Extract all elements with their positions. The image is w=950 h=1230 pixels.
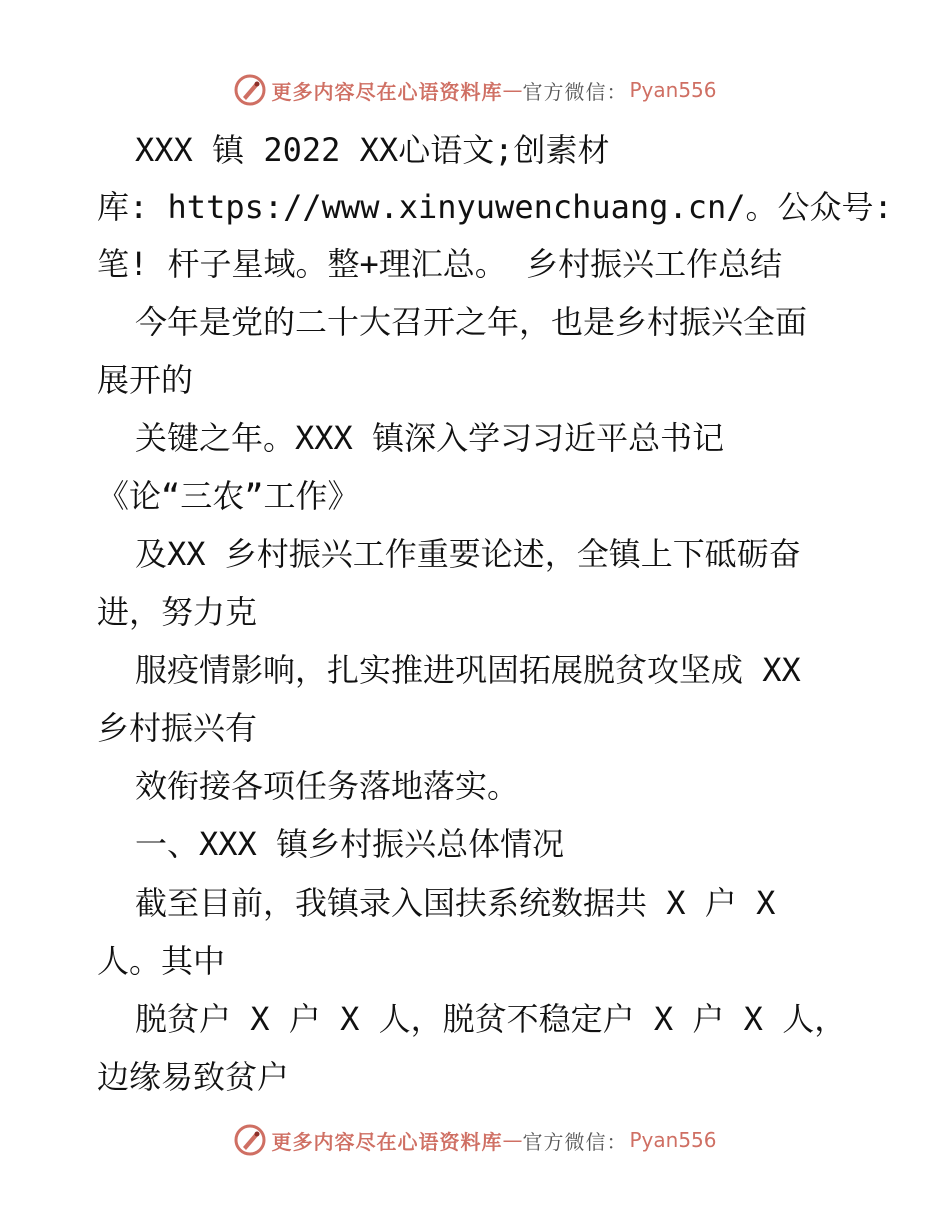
text-line: 进，努力克: [97, 593, 258, 631]
text-line: 服疫情影响，扎实推进巩固拓展脱贫攻坚成 XX: [135, 651, 801, 689]
banner-wechat-id: Pyan556: [629, 78, 717, 102]
banner-main-text: 更多内容尽在心语资料库: [271, 79, 503, 104]
section-heading: 一、XXX 镇乡村振兴总体情况: [135, 825, 565, 863]
text-line: 截至目前，我镇录入国扶系统数据共 X 户 X: [135, 884, 776, 922]
text-line: 边缘易致贫户: [97, 1058, 290, 1096]
text-line: 效衔接各项任务落地落实。: [135, 767, 520, 805]
text-line: 脱贫户 X 户 X 人，脱贫不稳定户 X 户 X 人，: [135, 1000, 847, 1038]
text-line: 展开的: [97, 361, 194, 399]
brand-logo-icon: [233, 73, 267, 107]
banner-main-text: 更多内容尽在心语资料库: [271, 1129, 503, 1154]
text-line: 今年是党的二十大召开之年，也是乡村振兴全面: [135, 303, 808, 341]
banner-dash: —: [502, 1128, 523, 1152]
banner-sub-text: 官方微信：: [522, 1129, 628, 1154]
banner-wechat-id: Pyan556: [629, 1128, 717, 1152]
text-line: 笔! 杆子星域。整+理汇总。 乡村振兴工作总结: [97, 245, 783, 283]
text-line: 关键之年。XXX 镇深入学习习近平总书记: [135, 419, 725, 457]
text-line: 及XX 乡村振兴工作重要论述，全镇上下砥砺奋: [135, 535, 801, 573]
text-line: 人。其中: [97, 942, 226, 980]
text-line: 《论“三农”工作》: [97, 477, 360, 515]
banner-sub-text: 官方微信：: [522, 79, 628, 104]
text-line: 库: https://www.xinyuwenchuang.cn/。公众号:: [97, 188, 893, 226]
brand-logo-icon: [233, 1123, 267, 1157]
text-line: XXX 镇 2022 XX心语文;创素材: [135, 131, 610, 169]
banner-dash: —: [502, 78, 523, 102]
header-watermark-banner: [0, 70, 950, 110]
text-line: 乡村振兴有: [97, 709, 258, 747]
footer-watermark-banner: [0, 1120, 950, 1160]
